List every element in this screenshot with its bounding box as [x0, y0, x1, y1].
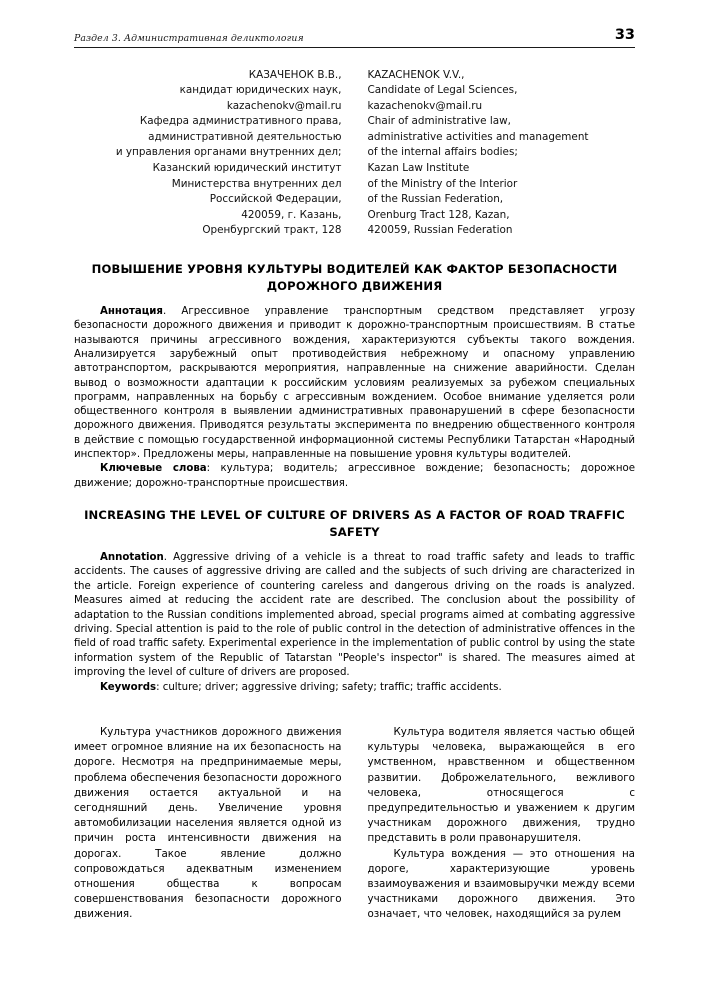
keywords-paragraph	[74, 462, 635, 491]
body-column-left	[74, 725, 342, 923]
abstract-text: . Aggressive driving of a vehicle is a threat to road traffic safety and leads to traffic accidents. The causes of aggressive driving are called and the subjects of such driving are characterized in the article. Foreign experience of countering careless and dangerous driving on the roads is analyzed. Measures aimed at reducing the accident rate are described. The conclusion about the possibility of adaptation to the Russian conditions implemented abroad, special programs aimed at combating aggressive driving. Special attention is paid to the role of public control in the detection of administrative offences in the field of road traffic safety. Experimental experience in the implementation of public control by using the state information system of the Republic of Tatarstan "People's inspector" is shared. The measures aimed at improving the level of culture of drivers are proposed.	[74, 551, 635, 679]
author-line: Candidate of Legal Sciences,	[367, 84, 518, 97]
author-line: Кафедра административного права,	[139, 115, 342, 128]
author-line: 420059, Russian Federation	[367, 224, 513, 237]
author-email: kazachenokv@mail.ru	[367, 99, 483, 112]
page-number: 33	[614, 27, 635, 43]
author-line: 420059, г. Казань,	[241, 208, 342, 221]
abstract-paragraph	[74, 305, 635, 462]
author-line: Казанский юридический институт	[152, 162, 342, 175]
keywords-label: Keywords	[100, 681, 157, 693]
abstract-paragraph	[74, 551, 635, 681]
author-line: of the Russian Federation,	[367, 193, 504, 206]
author-line: Chair of administrative law,	[367, 115, 511, 128]
keywords-text: : culture; driver; aggressive driving; safety; traffic; traffic accidents.	[156, 681, 502, 693]
article-title-english: INCREASING THE LEVEL OF CULTURE OF DRIVERS AS A FACTOR OF ROAD TRAFFIC SAFETY	[84, 507, 625, 539]
author-line: и управления органами внутренних дел;	[115, 146, 342, 159]
body-paragraph: Культура участников дорожного движения имеет огромное влияние на их безопасность на дороге. Несмотря на предпринимаемые меры, проблема обеспечения безопасности дорожного движения остается актуальной и на сегодняшний день. Увеличение уровня автомобилизации населения является одной из причин роста интенсивности движения на дорогах. Такое явление должно сопровождаться адекватным изменением отношения общества к вопросам совершенствования безопасности дорожного движения.	[74, 725, 342, 921]
body-paragraph: Культура водителя является частью общей культуры человека, выражающейся в его умственном, нравственном и общественном развитии. Доброжелательного, вежливого человека, относящегося с предупредительностью и уважением к другим участникам дорожного движения, трудно представить в роли правонарушителя.	[367, 725, 635, 845]
author-block-russian	[74, 68, 350, 240]
abstract-text: . Агрессивное управление транспортным средством представляет угрозу безопасности дорожного движения и приводит к дорожно-транспортным происшествиям. В статье называются причины агрессивного вождения, характеризуются субъекты такого вождения. Анализируется зарубежный опыт противодействия небрежному и опасному управлению автотранспортом, раскрываются мероприятия, направленные на снижение аварийности. Сделан вывод о возможности адаптации к российским условиям реализуемых за рубежом специальных программ, направленных на борьбу с агрессивным вождением. Особое внимание уделяется роли общественного контроля в выявлении административных правонарушений в сфере безопасности дорожного движения. Приводятся результаты эксперимента по внедрению общественного контроля в действие с помощью государственной информационной системы Республики Татарстан «Народный инспектор». Предложены меры, направленные на повышение уровня культуры водителей.	[74, 306, 635, 460]
author-line: KAZACHENOK V.V.,	[367, 68, 465, 81]
author-email: kazachenokv@mail.ru	[226, 99, 342, 112]
author-block-english	[368, 68, 636, 240]
author-line: КАЗАЧЕНОК В.В.,	[248, 68, 342, 81]
author-line: administrative activities and management	[367, 130, 589, 143]
abstract-label: Аннотация	[100, 306, 163, 318]
running-head	[74, 28, 635, 48]
author-line: of the Ministry of the Interior	[367, 177, 518, 190]
author-line: административной деятельностью	[148, 130, 342, 143]
keywords-label: Ключевые слова	[100, 463, 207, 475]
author-line: Orenburg Tract 128, Kazan,	[367, 208, 510, 221]
running-head-section: Раздел 3. Административная деликтология	[74, 32, 304, 44]
author-line: Kazan Law Institute	[367, 162, 470, 175]
author-line: Оренбургский тракт, 128	[202, 224, 342, 237]
keywords-paragraph	[74, 681, 635, 695]
body-column-right	[368, 725, 636, 923]
author-block	[74, 68, 635, 240]
abstract-english	[74, 551, 635, 695]
body-columns	[74, 725, 635, 923]
body-paragraph: Культура вождения — это отношения на дороге, характеризующие уровень взаимоуважения и взаимовыручки между всеми участниками дорожного движения. Это означает, что человек, находящийся за рулем	[367, 847, 635, 921]
keywords-text: : культура; водитель; агрессивное вождение; безопасность; дорожное движение; дорожно-транспортные происшествия.	[74, 463, 635, 489]
author-line: Российской Федерации,	[209, 193, 342, 206]
abstract-russian	[74, 305, 635, 491]
abstract-label: Annotation	[100, 551, 164, 563]
article-title-russian: ПОВЫШЕНИЕ УРОВНЯ КУЛЬТУРЫ ВОДИТЕЛЕЙ КАК ФАКТОР БЕЗОПАСНОСТИ ДОРОЖНОГО ДВИЖЕНИЯ	[91, 262, 618, 294]
author-line: кандидат юридических наук,	[179, 84, 342, 97]
author-line: Министерства внутренних дел	[171, 177, 342, 190]
author-line: of the internal affairs bodies;	[367, 146, 518, 159]
